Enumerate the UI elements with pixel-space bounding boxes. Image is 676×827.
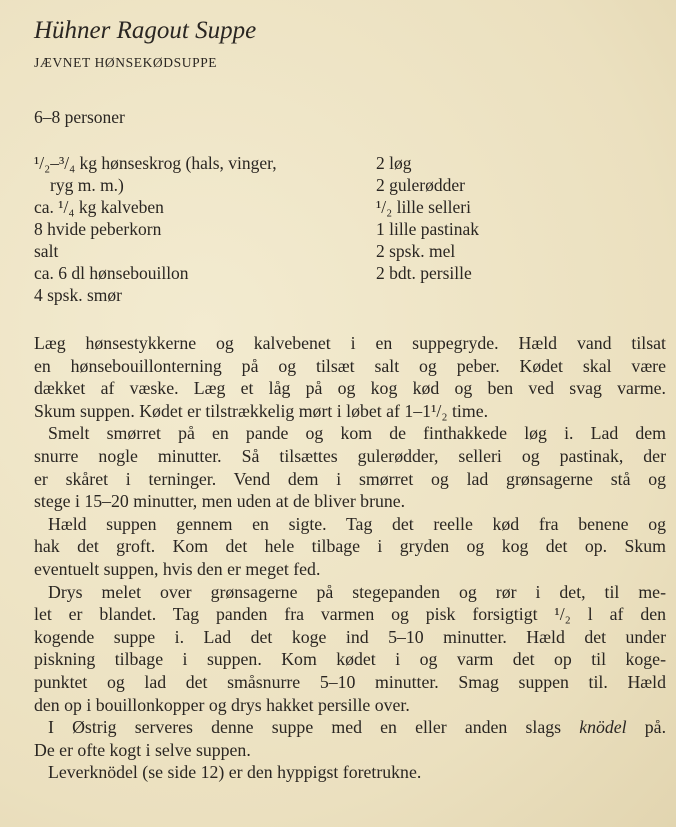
ingredient: ryg m. m.) (50, 175, 124, 195)
text-line: en hønsebouillonterning på og tilsæt salt og peber. Kødet skal være (34, 355, 666, 376)
text-line: Leverknödel (se side 12) er den hyppigst foretrukne. (48, 762, 422, 783)
text-line: hak det groft. Kom det hele tilbage i gryden og kog det op. Skum (34, 536, 666, 557)
ingredient: 2 løg (376, 153, 412, 173)
ingredient: 8 hvide peberkorn (34, 219, 162, 239)
ingredient: ¹/₂–³/₄ kg hønseskrog (hals, vinger, (34, 153, 277, 173)
text-line: De er ofte kogt i selve suppen. (34, 739, 251, 760)
recipe-subtitle: JÆVNET HØNSEKØDSUPPE (34, 55, 218, 70)
ingredient: ca. ¹/₄ kg kalveben (34, 197, 164, 217)
ingredient: 1 lille pastinak (376, 219, 480, 239)
text-line: kogende suppe i. Lad det koge ind 5–10 minutter. Hæld det under (34, 626, 666, 647)
text-segment: på. (644, 717, 667, 738)
text-line: eventuelt suppen, hvis den er meget fed. (34, 558, 321, 579)
text-line: Drys melet over grønsagerne på stegepanden og rør i det, til me- (48, 581, 666, 602)
text-line (34, 716, 666, 739)
ingredient: ¹/₂ lille selleri (376, 197, 471, 217)
ingredient: 4 spsk. smør (34, 285, 122, 305)
text-line: er skåret i terninger. Vend dem i smørret og lad grønsagerne stå og (34, 468, 666, 489)
text-line: den op i bouillonkopper og drys hakket persille over. (34, 694, 410, 715)
text-line: let er blandet. Tag panden fra varmen og pisk forsigtigt ¹/₂ l af den (34, 604, 666, 625)
recipe-instructions (34, 332, 666, 784)
ingredient: 2 gulerødder (376, 175, 465, 195)
italic-term: knödel (579, 717, 627, 738)
text-line: Smelt smørret på en pande og kom de finthakkede løg i. Lad dem (48, 423, 666, 444)
text-line: Læg hønsestykkerne og kalvebenet i en suppegryde. Hæld vand tilsat (34, 333, 666, 353)
text-line: punktet og lad det småsnurre 5–10 minutter. Smag suppen til. Hæld (34, 671, 666, 692)
ingredient: 2 spsk. mel (376, 241, 456, 261)
ingredient: salt (34, 241, 59, 261)
recipe-title: Hühner Ragout Suppe (34, 17, 257, 44)
ingredients-right-column (376, 152, 656, 284)
text-line: snurre nogle minutter. Så tilsættes gulerødder, selleri og pastinak, der (34, 445, 666, 466)
text-line: piskning tilbage i suppen. Kom kødet i og varm det op til koge- (34, 649, 666, 670)
ingredient: ca. 6 dl hønsebouillon (34, 263, 189, 283)
ingredients-left-column (34, 152, 364, 306)
servings: 6–8 personer (34, 107, 125, 127)
text-line: Skum suppen. Kødet er tilstrækkelig mørt i løbet af 1–1¹/₂ time. (34, 400, 489, 421)
text-segment: I Østrig serveres denne suppe med en eller anden slags (48, 717, 562, 738)
text-line: stege i 15–20 minutter, men uden at de bliver brune. (34, 491, 406, 512)
text-line: dækket af væske. Læg et låg på og kog kød og ben ved svag varme. (34, 378, 666, 399)
ingredient: 2 bdt. persille (376, 263, 472, 283)
text-line: Hæld suppen gennem en sigte. Tag det reelle kød fra benene og (48, 513, 666, 534)
